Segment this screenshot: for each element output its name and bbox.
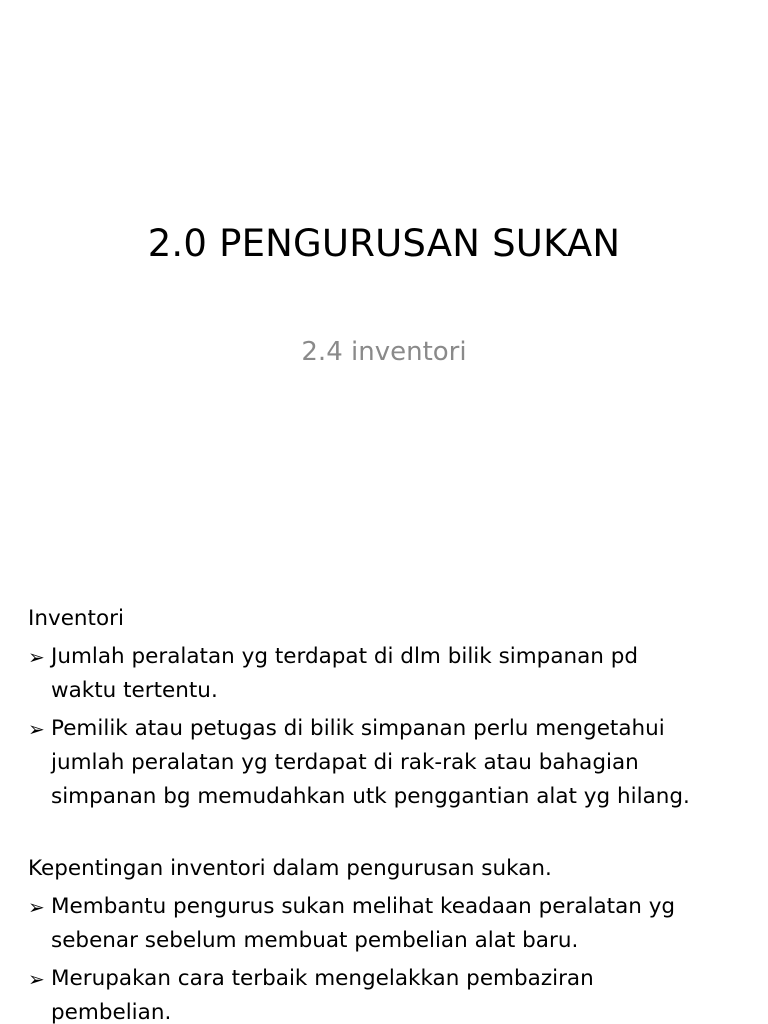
- bullet-item: [28, 962, 758, 1024]
- bullet-line: Merupakan cara terbaik mengelakkan pembaziran: [51, 966, 594, 991]
- bullet-item: [28, 712, 758, 814]
- page-title: 2.0 PENGURUSAN SUKAN: [147, 222, 621, 265]
- arrow-bullet-icon: ➢: [28, 967, 45, 991]
- arrow-bullet-icon: ➢: [28, 895, 45, 919]
- content-body: [28, 602, 758, 1024]
- bullet-line: Jumlah peralatan yg terdapat di dlm bilik simpanan pd: [51, 644, 639, 669]
- bullet-line: Pemilik atau petugas di bilik simpanan perlu mengetahui: [51, 716, 665, 741]
- bullet-line: jumlah peralatan yg terdapat di rak-rak atau bahagian: [51, 750, 639, 775]
- bullet-item: [28, 640, 758, 708]
- bullet-line: waktu tertentu.: [51, 678, 218, 703]
- bullet-item: [28, 890, 758, 958]
- page-subtitle: 2.4 inventori: [301, 337, 467, 367]
- bullet-line: Membantu pengurus sukan melihat keadaan peralatan yg: [51, 894, 676, 919]
- bullet-line: pembelian.: [51, 1000, 172, 1024]
- arrow-bullet-icon: ➢: [28, 717, 45, 741]
- section-heading-inventori: Inventori: [28, 606, 124, 631]
- bullet-line: sebenar sebelum membuat pembelian alat baru.: [51, 928, 579, 953]
- bullet-line: simpanan bg memudahkan utk penggantian alat yg hilang.: [51, 784, 690, 809]
- arrow-bullet-icon: ➢: [28, 645, 45, 669]
- section-heading-kepentingan: Kepentingan inventori dalam pengurusan sukan.: [28, 856, 552, 881]
